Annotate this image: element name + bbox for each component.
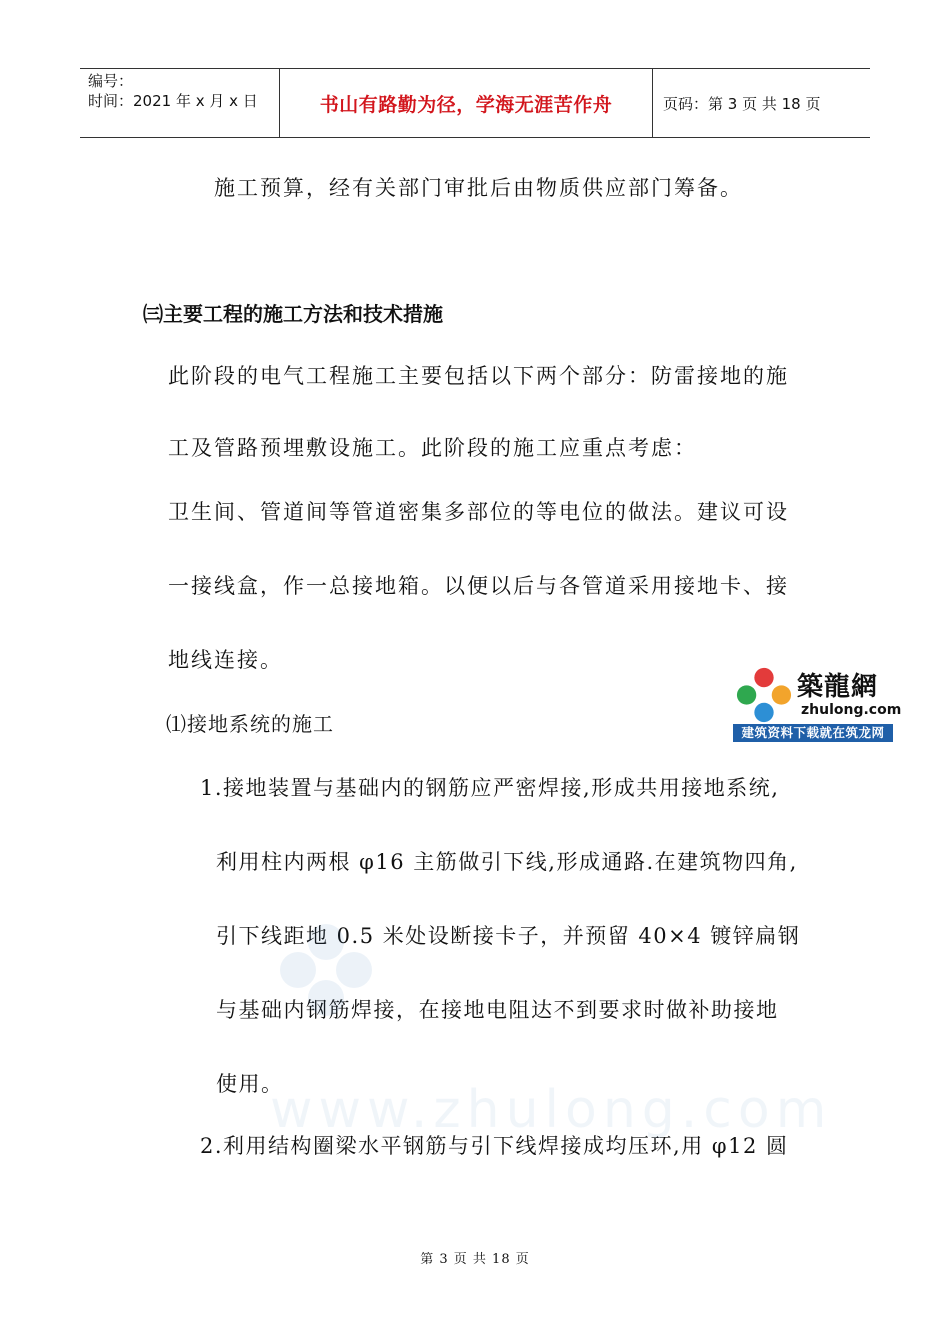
watermark-logo-icon [276, 920, 376, 1020]
watermark-text: www.zhulong.com [270, 1080, 833, 1140]
list-item-line: 2.利用结构圈梁水平钢筋与引下线焊接成均压环,用 φ12 圆 [200, 1134, 789, 1158]
list-item-line: 与基础内钢筋焊接，在接地电阻达不到要求时做补助接地 [216, 998, 779, 1022]
header-meta-cell [80, 69, 280, 137]
text-line: 一接线盒，作一总接地箱。以便以后与各管道采用接地卡、接 [168, 574, 789, 598]
document-header [80, 68, 870, 138]
zhulong-logo [733, 660, 902, 742]
zhulong-logo-icon [735, 666, 793, 724]
text-line: 地线连接。 [168, 648, 283, 672]
header-motto: 书山有路勤为径，学海无涯苦作舟 [280, 69, 653, 137]
list-item-line: 1.接地装置与基础内的钢筋应严密焊接,形成共用接地系统, [200, 776, 780, 800]
list-item-line: 引下线距地 0.5 米处设断接卡子，并预留 40×4 镀锌扁钢 [216, 924, 801, 948]
text-line: 施工预算，经有关部门审批后由物质供应部门筹备。 [214, 176, 743, 200]
text-line: 工及管路预埋敷设施工。此阶段的施工应重点考虑： [168, 436, 697, 460]
logo-slogan: 建筑资料下载就在筑龙网 [733, 724, 893, 742]
date-label: 时间：2021 年 x 月 x 日 [88, 92, 258, 110]
text-line: 此阶段的电气工程施工主要包括以下两个部分：防雷接地的施 [168, 364, 789, 388]
header-page-label: 页码：第 3 页 共 18 页 [663, 94, 821, 113]
logo-brand-cn: 築龍網 [797, 672, 879, 702]
list-item-line: 利用柱内两根 φ16 主筋做引下线,形成通路.在建筑物四角, [216, 850, 798, 874]
list-item-line: 使用。 [216, 1072, 284, 1096]
number-label: 编号： [88, 72, 134, 90]
logo-brand-en: zhulong.com [801, 702, 902, 718]
sub-title: ⑴接地系统的施工 [166, 712, 334, 736]
section-title: ㈢主要工程的施工方法和技术措施 [143, 302, 443, 326]
text-line: 卫生间、管道间等管道密集多部位的等电位的做法。建议可设 [168, 500, 789, 524]
page-footer: 第 3 页 共 18 页 [420, 1252, 530, 1267]
